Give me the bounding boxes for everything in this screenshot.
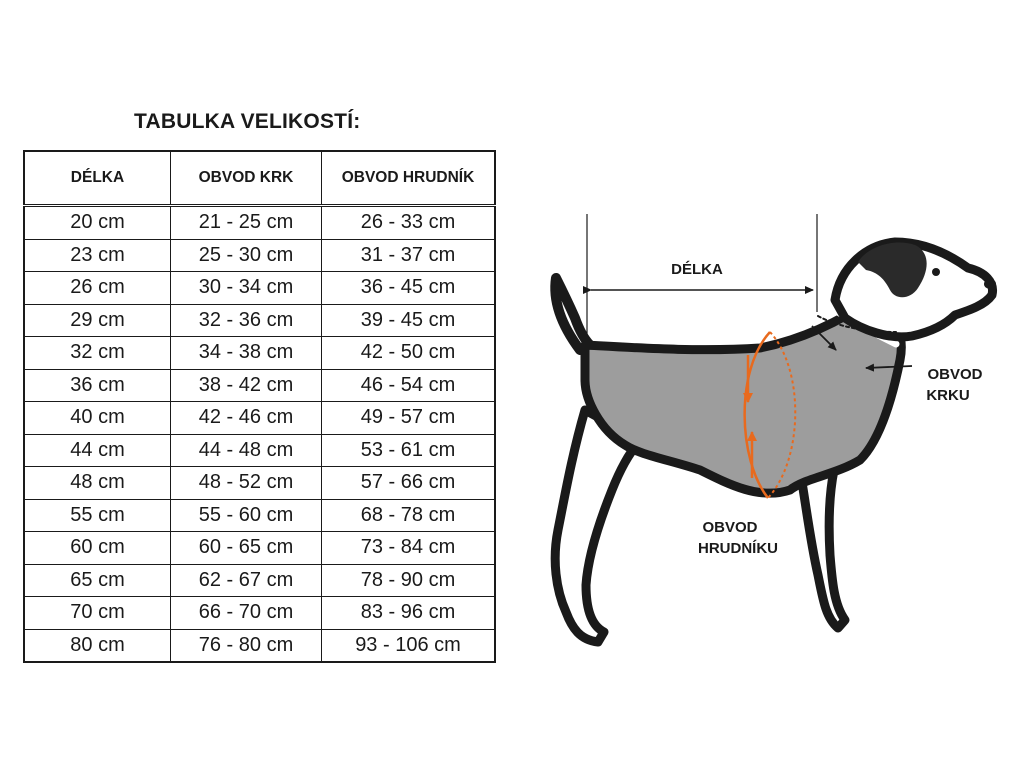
header-neck: OBVOD KRK: [171, 151, 322, 206]
cell-chest: 68 - 78 cm: [322, 499, 496, 532]
cell-neck: 66 - 70 cm: [171, 597, 322, 630]
length-dimension: [587, 214, 817, 340]
cell-length: 48 cm: [24, 467, 171, 500]
cell-neck: 76 - 80 cm: [171, 629, 322, 662]
cell-chest: 39 - 45 cm: [322, 304, 496, 337]
cell-length: 44 cm: [24, 434, 171, 467]
cell-chest: 49 - 57 cm: [322, 402, 496, 435]
cell-chest: 36 - 45 cm: [322, 272, 496, 305]
cell-length: 60 cm: [24, 532, 171, 565]
dog-eye: [932, 268, 940, 276]
cell-chest: 53 - 61 cm: [322, 434, 496, 467]
cell-chest: 83 - 96 cm: [322, 597, 496, 630]
cell-neck: 38 - 42 cm: [171, 369, 322, 402]
cell-neck: 60 - 65 cm: [171, 532, 322, 565]
cell-neck: 42 - 46 cm: [171, 402, 322, 435]
cell-length: 65 cm: [24, 564, 171, 597]
length-label: DÉLKA: [671, 261, 723, 278]
cell-length: 32 cm: [24, 337, 171, 370]
dog-front-leg: [800, 470, 845, 628]
cell-neck: 55 - 60 cm: [171, 499, 322, 532]
dog-tail: [555, 278, 590, 350]
cell-length: 80 cm: [24, 629, 171, 662]
cell-length: 23 cm: [24, 239, 171, 272]
cell-chest: 57 - 66 cm: [322, 467, 496, 500]
cell-length: 40 cm: [24, 402, 171, 435]
cell-length: 70 cm: [24, 597, 171, 630]
cell-length: 36 cm: [24, 369, 171, 402]
cell-length: 55 cm: [24, 499, 171, 532]
cell-chest: 31 - 37 cm: [322, 239, 496, 272]
cell-neck: 25 - 30 cm: [171, 239, 322, 272]
neck-label-line2: KRKU: [926, 387, 970, 404]
cell-chest: 46 - 54 cm: [322, 369, 496, 402]
chest-label-line2: HRUDNÍKU: [698, 540, 778, 557]
cell-neck: 32 - 36 cm: [171, 304, 322, 337]
cell-length: 20 cm: [24, 206, 171, 240]
dog-illustration: [555, 242, 996, 642]
cell-neck: 48 - 52 cm: [171, 467, 322, 500]
cell-neck: 62 - 67 cm: [171, 564, 322, 597]
cell-neck: 44 - 48 cm: [171, 434, 322, 467]
cell-chest: 93 - 106 cm: [322, 629, 496, 662]
header-length: DÉLKA: [24, 151, 171, 206]
cell-length: 26 cm: [24, 272, 171, 305]
neck-label-line1: OBVOD: [927, 366, 983, 383]
cell-neck: 21 - 25 cm: [171, 206, 322, 240]
cell-neck: 34 - 38 cm: [171, 337, 322, 370]
header-chest: OBVOD HRUDNÍK: [322, 151, 496, 206]
cell-length: 29 cm: [24, 304, 171, 337]
cell-chest: 78 - 90 cm: [322, 564, 496, 597]
chest-label-line1: OBVOD: [702, 519, 758, 536]
dog-nose: [984, 279, 996, 289]
size-table-title: TABULKA VELIKOSTÍ:: [134, 110, 361, 133]
cell-chest: 73 - 84 cm: [322, 532, 496, 565]
cell-chest: 42 - 50 cm: [322, 337, 496, 370]
cell-chest: 26 - 33 cm: [322, 206, 496, 240]
cell-neck: 30 - 34 cm: [171, 272, 322, 305]
